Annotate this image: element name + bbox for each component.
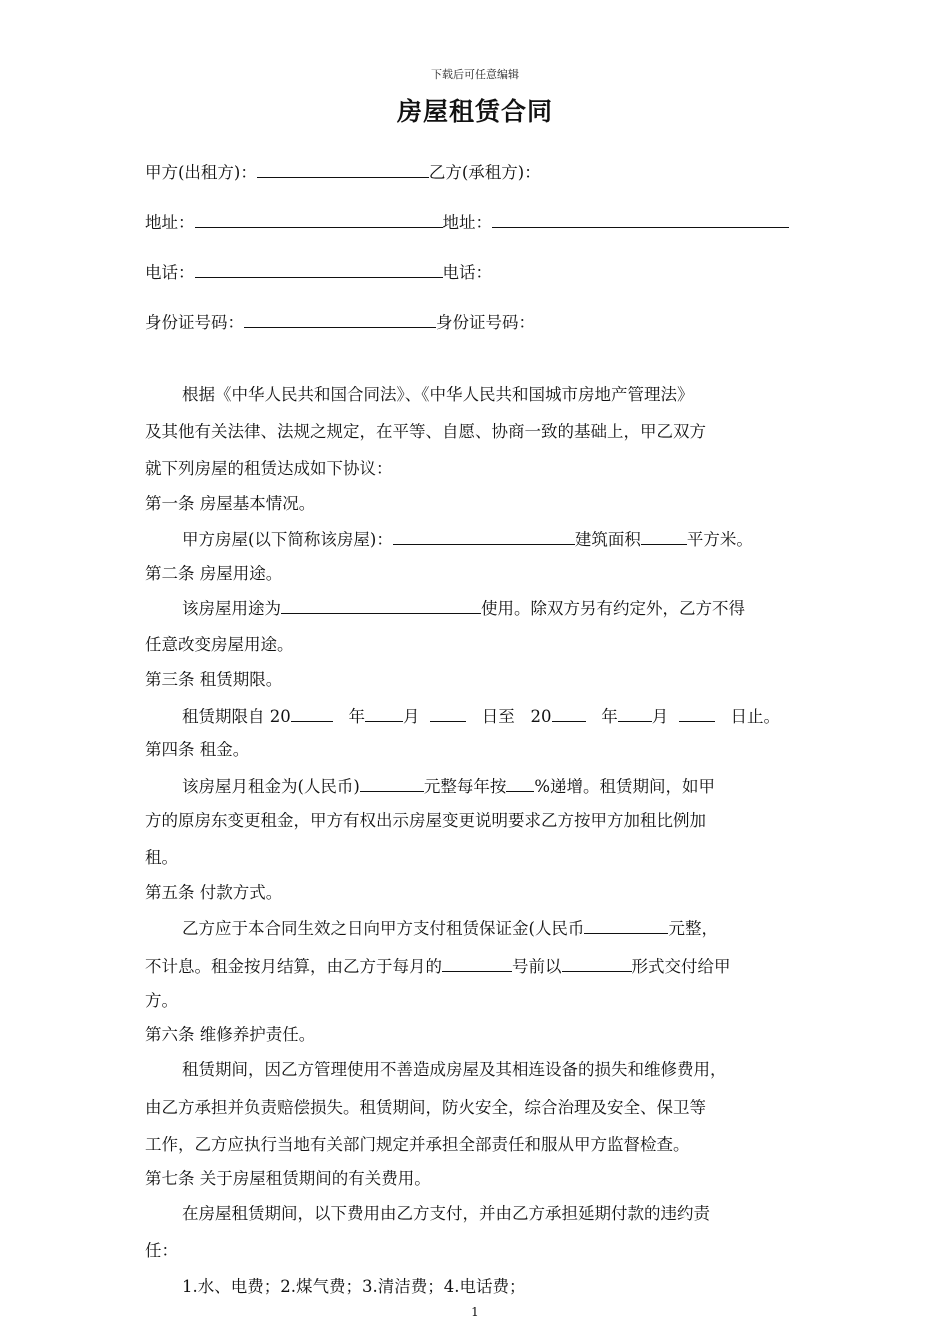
article-4-body <box>182 774 715 798</box>
area-blank[interactable] <box>641 527 687 545</box>
address-blank-b[interactable] <box>492 210 789 228</box>
article-2-text-b: 使用。除双方另有约定外，乙方不得 <box>481 599 745 618</box>
phone-blank-a[interactable] <box>195 260 443 278</box>
party-row-id <box>145 310 535 334</box>
deposit-blank[interactable] <box>584 916 668 934</box>
party-row-address <box>145 210 789 234</box>
address-label-b: 地址： <box>442 213 492 232</box>
phone-label-b: 电话： <box>442 263 492 282</box>
article-7-line-1: 在房屋租赁期间，以下费用由乙方支付，并由乙方承担延期付款的违约责 <box>182 1204 710 1223</box>
article-4-line-3: 租。 <box>145 848 178 867</box>
address-label-a: 地址： <box>145 213 195 232</box>
term-text-5: 20 <box>530 707 552 726</box>
pay-method-blank[interactable] <box>562 954 632 972</box>
term-text-4: 日至 <box>481 707 515 726</box>
article-6-heading: 第六条 维修养护责任。 <box>145 1025 316 1044</box>
end-day-blank[interactable] <box>679 704 715 722</box>
monthly-rent-blank[interactable] <box>360 774 424 792</box>
article-1-text-c: 平方米。 <box>686 530 753 549</box>
article-7-line-3: 1.水、电费；2.煤气费；3.清洁费；4.电话费； <box>182 1277 526 1296</box>
article-2-line-2: 任意改变房屋用途。 <box>145 635 294 654</box>
article-3-heading: 第三条 租赁期限。 <box>145 670 283 689</box>
article-2-text-a: 该房屋用途为 <box>182 599 281 618</box>
payment-text-4: 号前以 <box>512 957 562 976</box>
article-1-body <box>182 527 753 551</box>
term-text-7: 月 <box>651 707 669 726</box>
article-6-line-2: 由乙方承担并负责赔偿损失。租赁期间，防火安全，综合治理及安全、保卫等 <box>145 1098 706 1117</box>
payment-text-1: 乙方应于本合同生效之日向甲方支付租赁保证金(人民币 <box>182 919 585 938</box>
article-5-body <box>182 916 718 940</box>
article-7-heading: 第七条 关于房屋租赁期间的有关费用。 <box>145 1169 431 1188</box>
start-year-blank[interactable] <box>291 704 333 722</box>
end-year-blank[interactable] <box>552 704 586 722</box>
increase-rate-blank[interactable] <box>506 774 534 792</box>
term-text-6: 年 <box>601 707 618 726</box>
phone-label-a: 电话： <box>145 263 195 282</box>
term-text-8: 日止。 <box>730 707 780 726</box>
party-row-phone <box>145 260 492 284</box>
start-month-blank[interactable] <box>365 704 403 722</box>
article-4-line-2: 方的原房东变更租金，甲方有权出示房屋变更说明要求乙方按甲方加租比例加 <box>145 811 706 830</box>
intro-line-2: 及其他有关法律、法规之规定，在平等、自愿、协商一致的基础上，甲乙双方 <box>145 422 706 441</box>
usage-blank[interactable] <box>281 596 481 614</box>
pay-day-blank[interactable] <box>442 954 512 972</box>
page-number: 1 <box>471 1305 479 1319</box>
id-blank-a[interactable] <box>244 310 436 328</box>
lessor-label: 甲方(出租方)： <box>145 163 257 182</box>
article-2-body <box>182 596 745 620</box>
payment-text-5: 形式交付给甲 <box>631 957 731 976</box>
article-1-text-b: 建筑面积 <box>574 530 641 549</box>
end-month-blank[interactable] <box>618 704 652 722</box>
article-5-line-2 <box>145 954 731 978</box>
intro-line-3: 就下列房屋的租赁达成如下协议： <box>145 459 393 478</box>
id-label-b: 身份证号码： <box>436 313 535 332</box>
article-2-heading: 第二条 房屋用途。 <box>145 564 283 583</box>
lessee-label: 乙方(承租方)： <box>428 163 541 182</box>
article-5-heading: 第五条 付款方式。 <box>145 883 283 902</box>
rent-text-1: 该房屋月租金为(人民币) <box>182 777 360 796</box>
term-text-2: 年 <box>348 707 365 726</box>
start-day-blank[interactable] <box>430 704 466 722</box>
article-6-line-1: 租赁期间，因乙方管理使用不善造成房屋及其相连设备的损失和维修费用， <box>182 1060 727 1079</box>
article-6-line-3: 工作，乙方应执行当地有关部门规定并承担全部责任和服从甲方监督检查。 <box>145 1135 690 1154</box>
article-1-text-a: 甲方房屋(以下简称该房屋)： <box>182 530 393 549</box>
party-row-names <box>145 160 541 184</box>
article-5-line-3: 方。 <box>145 991 178 1010</box>
rent-text-3: %递增。租赁期间，如甲 <box>534 777 716 796</box>
address-blank-a[interactable] <box>195 210 443 228</box>
document-title: 房屋租赁合同 <box>396 97 553 126</box>
article-3-body <box>182 704 780 728</box>
header-note: 下载后可任意编辑 <box>431 68 519 81</box>
payment-text-3: 不计息。租金按月结算，由乙方于每月的 <box>145 957 442 976</box>
term-text-1: 租赁期限自 20 <box>182 707 291 726</box>
payment-text-2: 元整， <box>668 919 718 938</box>
house-location-blank[interactable] <box>393 527 575 545</box>
id-label-a: 身份证号码： <box>145 313 244 332</box>
term-text-3: 月 <box>403 707 420 726</box>
lessor-name-blank[interactable] <box>257 160 429 178</box>
article-7-line-2: 任： <box>145 1241 178 1260</box>
article-4-heading: 第四条 租金。 <box>145 740 250 759</box>
article-1-heading: 第一条 房屋基本情况。 <box>145 494 316 513</box>
intro-line-1: 根据《中华人民共和国合同法》、《中华人民共和国城市房地产管理法》 <box>182 385 694 404</box>
rent-text-2: 元整每年按 <box>423 777 507 796</box>
